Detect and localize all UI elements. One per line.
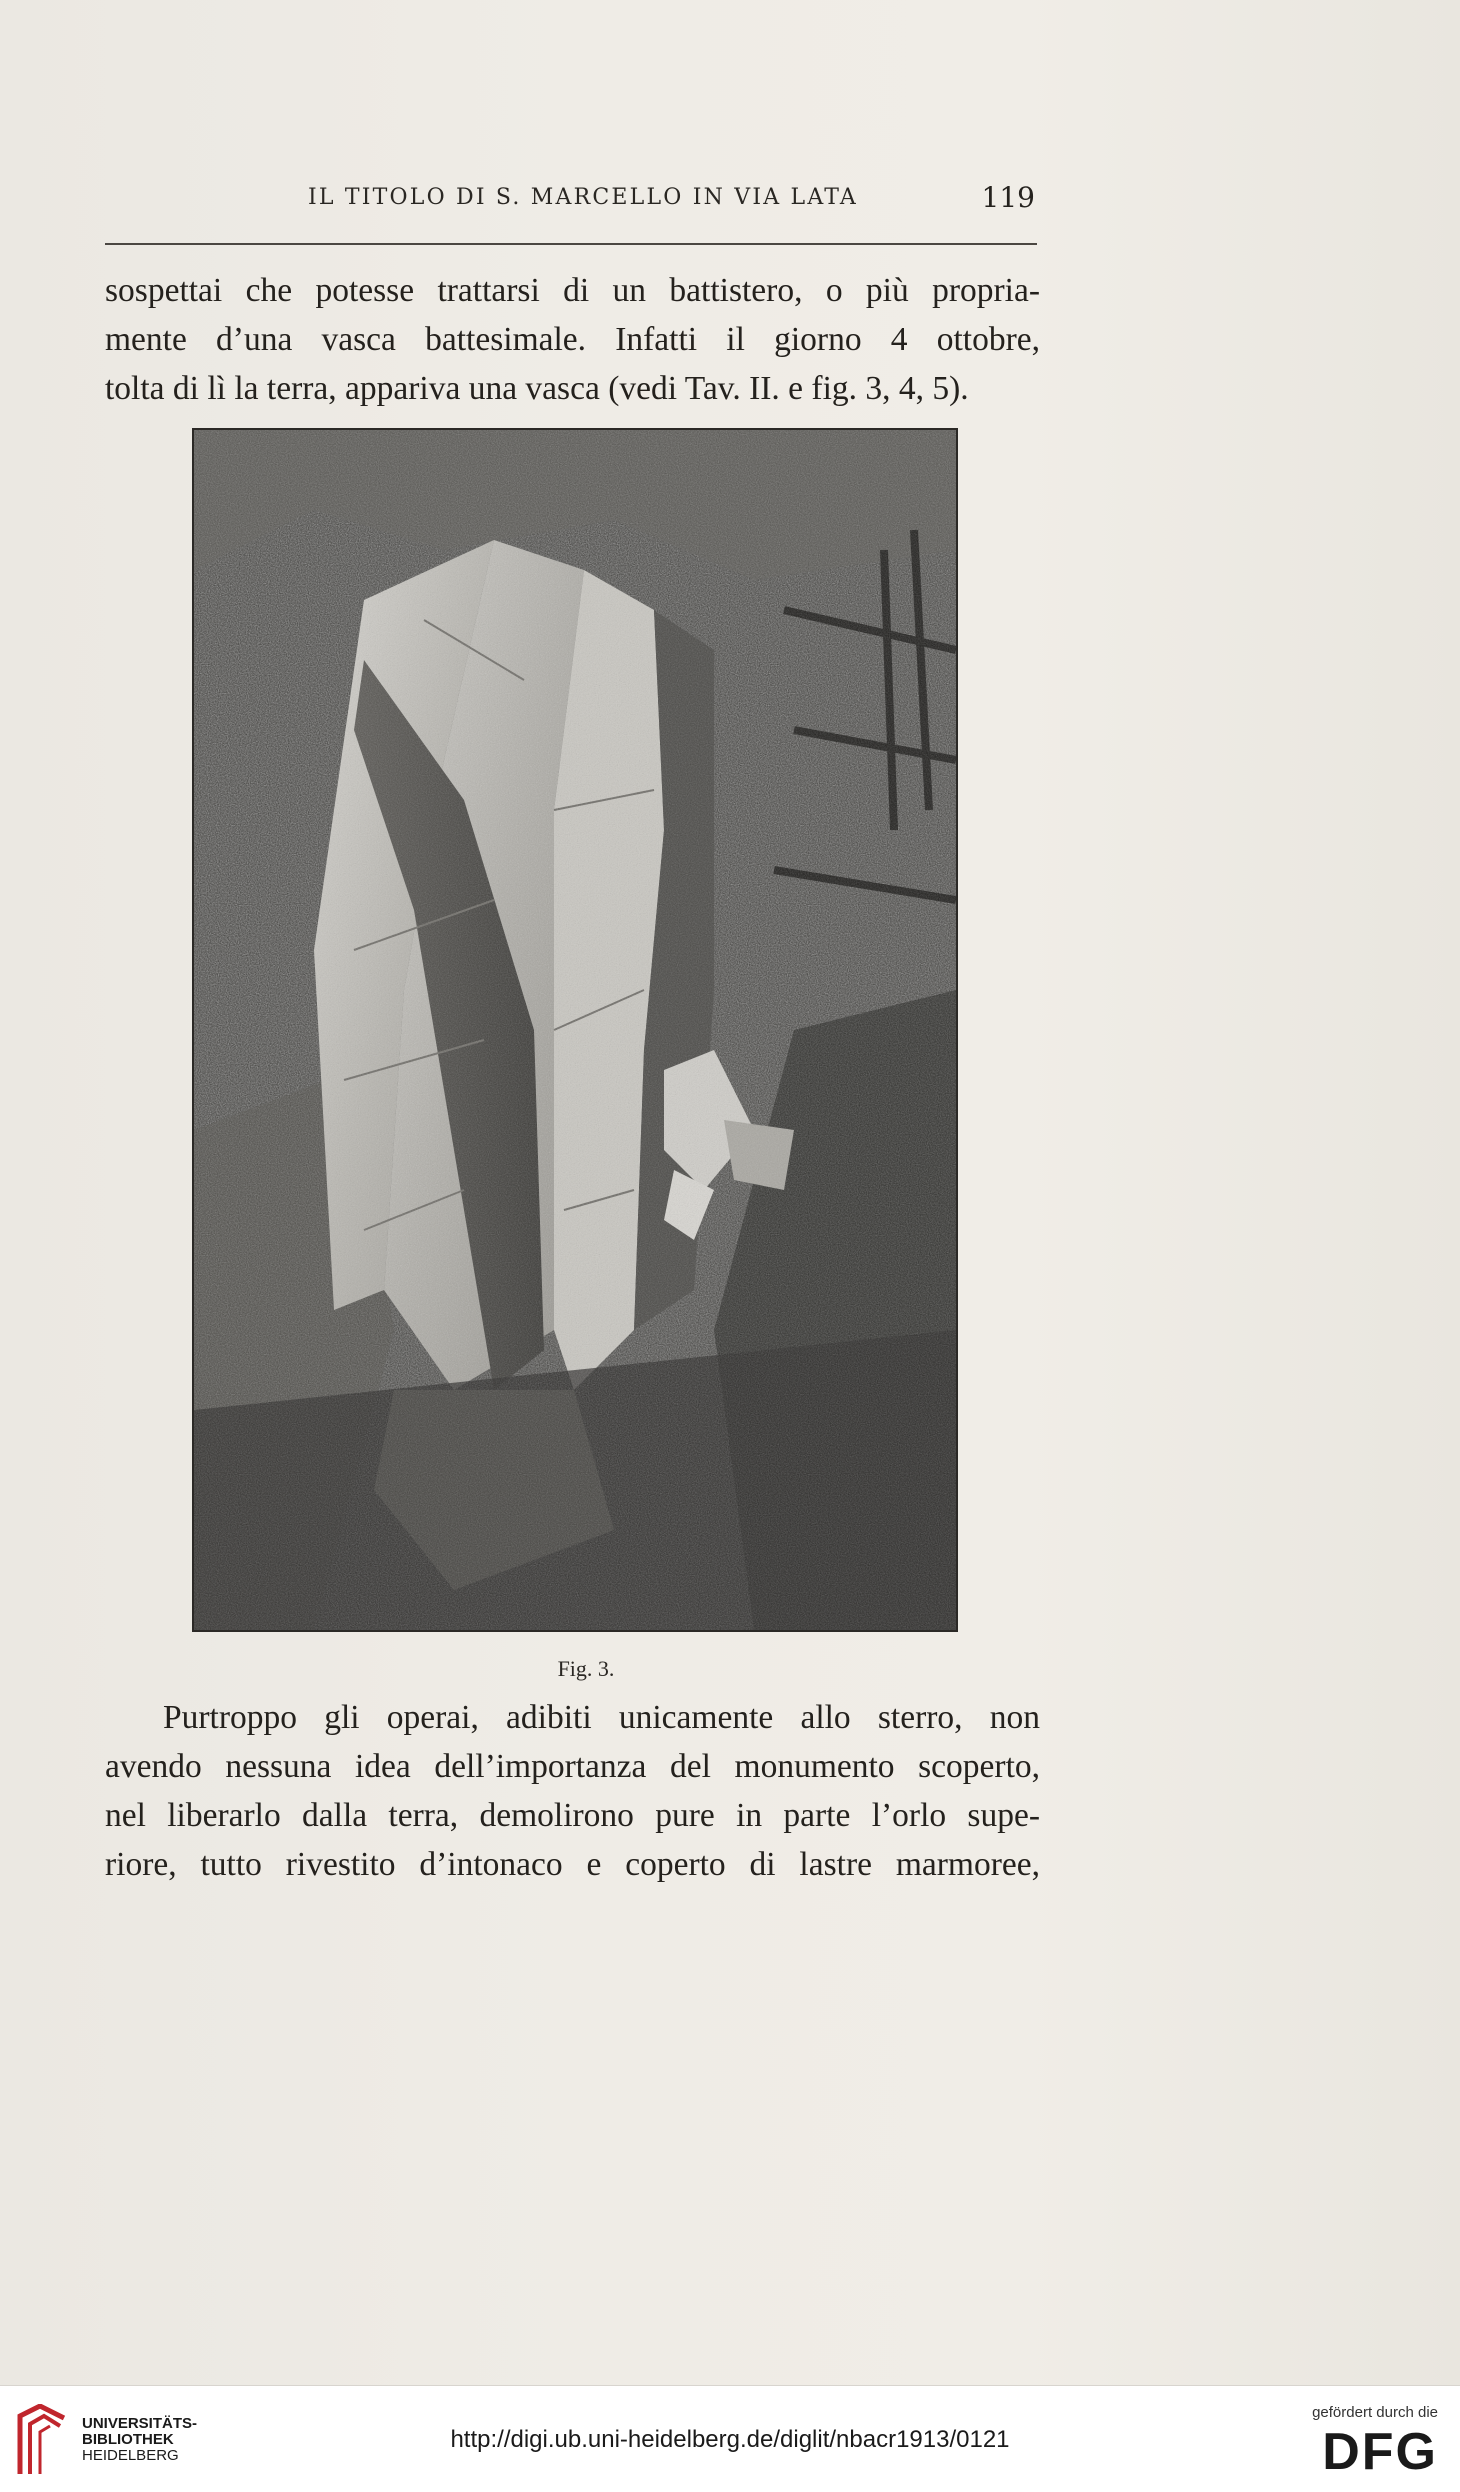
page-number: 119 (981, 181, 1035, 214)
text-line: sospettai che potesse trattarsi di un battistero, o più propria- (105, 272, 1040, 309)
photograph-baptismal-basin (192, 428, 958, 1632)
running-head: IL TITOLO DI S. MARCELLO IN VIA LATA (308, 185, 858, 210)
text-line: mente d’una vasca battesimale. Infatti il giorno 4 ottobre, (105, 321, 1040, 358)
header-rule (105, 243, 1037, 245)
text-line: Purtroppo gli operai, adibiti unicamente allo sterro, non (163, 1699, 1040, 1736)
funding-note: gefördert durch die (1312, 2404, 1438, 2421)
footer-bar (0, 2385, 1460, 2492)
paragraph-2 (105, 1693, 1040, 1889)
photograph-image (194, 430, 956, 1630)
dfg-logo: DFG (1322, 2423, 1438, 2481)
library-line: BIBLIOTHEK (82, 2431, 174, 2448)
paragraph-1 (105, 266, 1040, 413)
page-header (105, 181, 1035, 239)
document-url-link[interactable]: http://digi.ub.uni-heidelberg.de/diglit/nbacr1913/0121 (450, 2426, 1010, 2453)
library-line: UNIVERSITÄTS- (82, 2415, 198, 2432)
library-line: HEIDELBERG (82, 2447, 179, 2464)
text-line: riore, tutto rivestito d’intonaco e coperto di lastre marmoree, (105, 1846, 1040, 1883)
text-line: avendo nessuna idea dell’importanza del monumento scoperto, (105, 1748, 1040, 1785)
text-line: tolta di lì la terra, appariva una vasca (vedi Tav. II. e fig. 3, 4, 5). (105, 370, 969, 407)
text-line: nel liberarlo dalla terra, demolirono pure in parte l’orlo supe- (105, 1797, 1040, 1834)
figure-caption: Fig. 3. (557, 1656, 615, 1681)
